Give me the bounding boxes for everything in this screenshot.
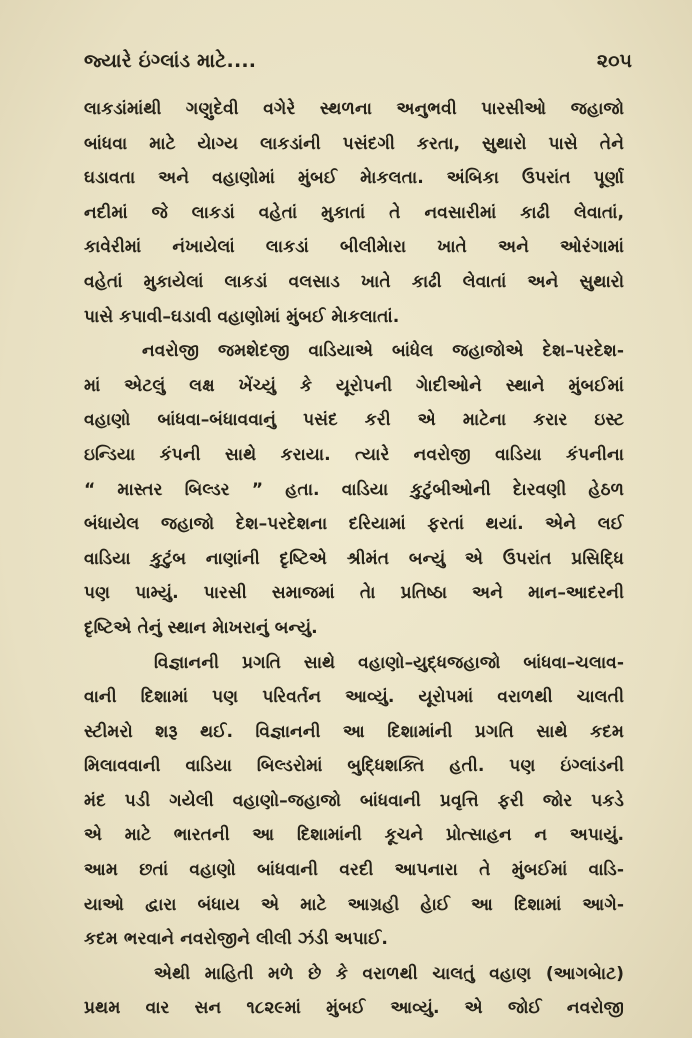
text-line: મંદ પડી ગયેલી વહાણો–જહાજો બાંધવાની પ્રવૃત્તિ ફરી જોર પકડે — [84, 790, 624, 811]
text-line: ઘડાવતા અને વહાણોમાં મુંબઈ મેાકલતા. અંબિકા ઉપરાંત પૂર્ણા — [84, 168, 624, 189]
text-line: બાંધવા માટે યેાગ્ય લાકડાંની પસંદગી કરતા, સુથારો પાસે તેને — [84, 133, 624, 154]
text-line: યાઓ દ્વારા બંધાય એ માટે આગ્રહી હેાઈ આ દિશામાં આગે- — [84, 894, 624, 915]
text-line: એથી માહિતી મળે છે કે વરાળથી ચાલતું વહાણ (આગબેાટ) — [154, 963, 624, 984]
text-line: મિલાવવાની વાડિયા બિલ્ડરોમાં બુદ્ધિશક્તિ હતી. પણ ઇંગ્લાંડની — [84, 756, 624, 777]
text-line: “ માસ્તર બિલ્ડર ” હતા. વાડિયા કુટુંબીઓની દેારવણી હેઠળ — [84, 479, 624, 500]
text-line: દૃષ્ટિએ તેનું સ્થાન મેાખરાનું બન્યું. — [84, 617, 318, 638]
text-line: વહાણો બાંધવા–બંધાવવાનું પસંદ કરી એ માટેના કરાર ઇસ્ટ — [84, 410, 624, 431]
paragraph-science-progress — [84, 646, 624, 957]
text-line: લાકડાંમાંથી ગણુદેવી વગેરે સ્થળના અનુભવી પારસીઓ જહાજો — [84, 99, 624, 119]
text-line: કાવેરીમાં નંખાયેલાં લાકડાં બીલીમેારા ખાતે અને ઓરંગામાં — [84, 237, 624, 258]
text-line: પ્રથમ વાર સન ૧૮૨૯માં મુંબઈ આવ્યું. એ જોઈ નવરોજી — [84, 998, 624, 1019]
body-text — [84, 92, 624, 1026]
text-line: પણ પામ્યું. પારસી સમાજમાં તેા પ્રતિષ્ઠા અને માન–આદરની — [84, 583, 624, 604]
text-line: ઇન્ડિયા કંપની સાથે કરાયા. ત્યારે નવરોજી વાડિયા કંપનીના — [84, 444, 624, 465]
page-header — [84, 50, 632, 82]
text-line: વિજ્ઞાનની પ્રગતિ સાથે વહાણો–યુદ્ધજહાજો બાંધવા–ચલાવ- — [154, 652, 624, 673]
running-title: જ્યારે ઇંગ્લાંડ માટે.... — [84, 50, 257, 72]
text-line: પાસે કપાવી–ઘડાવી વહાણોમાં મુંબઈ મેાકલાતાં. — [84, 306, 400, 327]
text-line: નવરોજી જમશેદજી વાડિયાએ બાંધેલ જહાજોએ દેશ–પરદેશ- — [142, 341, 624, 362]
text-line: એ માટે ભારતની આ દિશામાંની કૂચને પ્રોત્સાહન ન અપાયું. — [84, 825, 624, 846]
page-number: ૨૦૫ — [596, 50, 632, 72]
text-line: વાની દિશામાં પણ પરિવર્તન આવ્યું. યૂરોપમાં વરાળથી ચાલતી — [84, 687, 624, 708]
paragraph-steamship — [84, 957, 624, 1026]
text-line: માં એટલું લક્ષ ખેંચ્યું કે યૂરોપની ગેાદીઓને સ્થાને મુંબઈમાં — [84, 375, 624, 396]
text-line: સ્ટીમરો શરૂ થઈ. વિજ્ઞાનની આ દિશામાંની પ્રગતિ સાથે કદમ — [84, 721, 624, 742]
text-line: નદીમાં જે લાકડાં વહેતાં મુકાતાં તે નવસારીમાં કાઢી લેવાતાં, — [84, 202, 624, 223]
text-line: આમ છતાં વહાણો બાંધવાની વરદી આપનારા તે મુંબઈમાં વાડિ- — [84, 860, 624, 881]
text-line: વહેતાં મુકાયેલાં લાકડાં વલસાડ ખાતે કાઢી લેવાતાં અને સુથારો — [84, 271, 624, 292]
text-line: બંધાયેલ જહાજો દેશ–પરદેશના દરિયામાં ફરતાં થયાં. એને લઈ — [84, 514, 624, 535]
paragraph-wadia-ships — [84, 334, 624, 645]
text-line: વાડિયા કુટુંબ નાણાંની દૃષ્ટિએ શ્રીમંત બન્યું એ ઉપરાંત પ્રસિદ્ધિ — [84, 548, 624, 569]
text-line: કદમ ભરવાને નવરોજીને લીલી ઝંડી અપાઈ. — [84, 929, 388, 950]
paragraph-timber-supply — [84, 92, 624, 334]
